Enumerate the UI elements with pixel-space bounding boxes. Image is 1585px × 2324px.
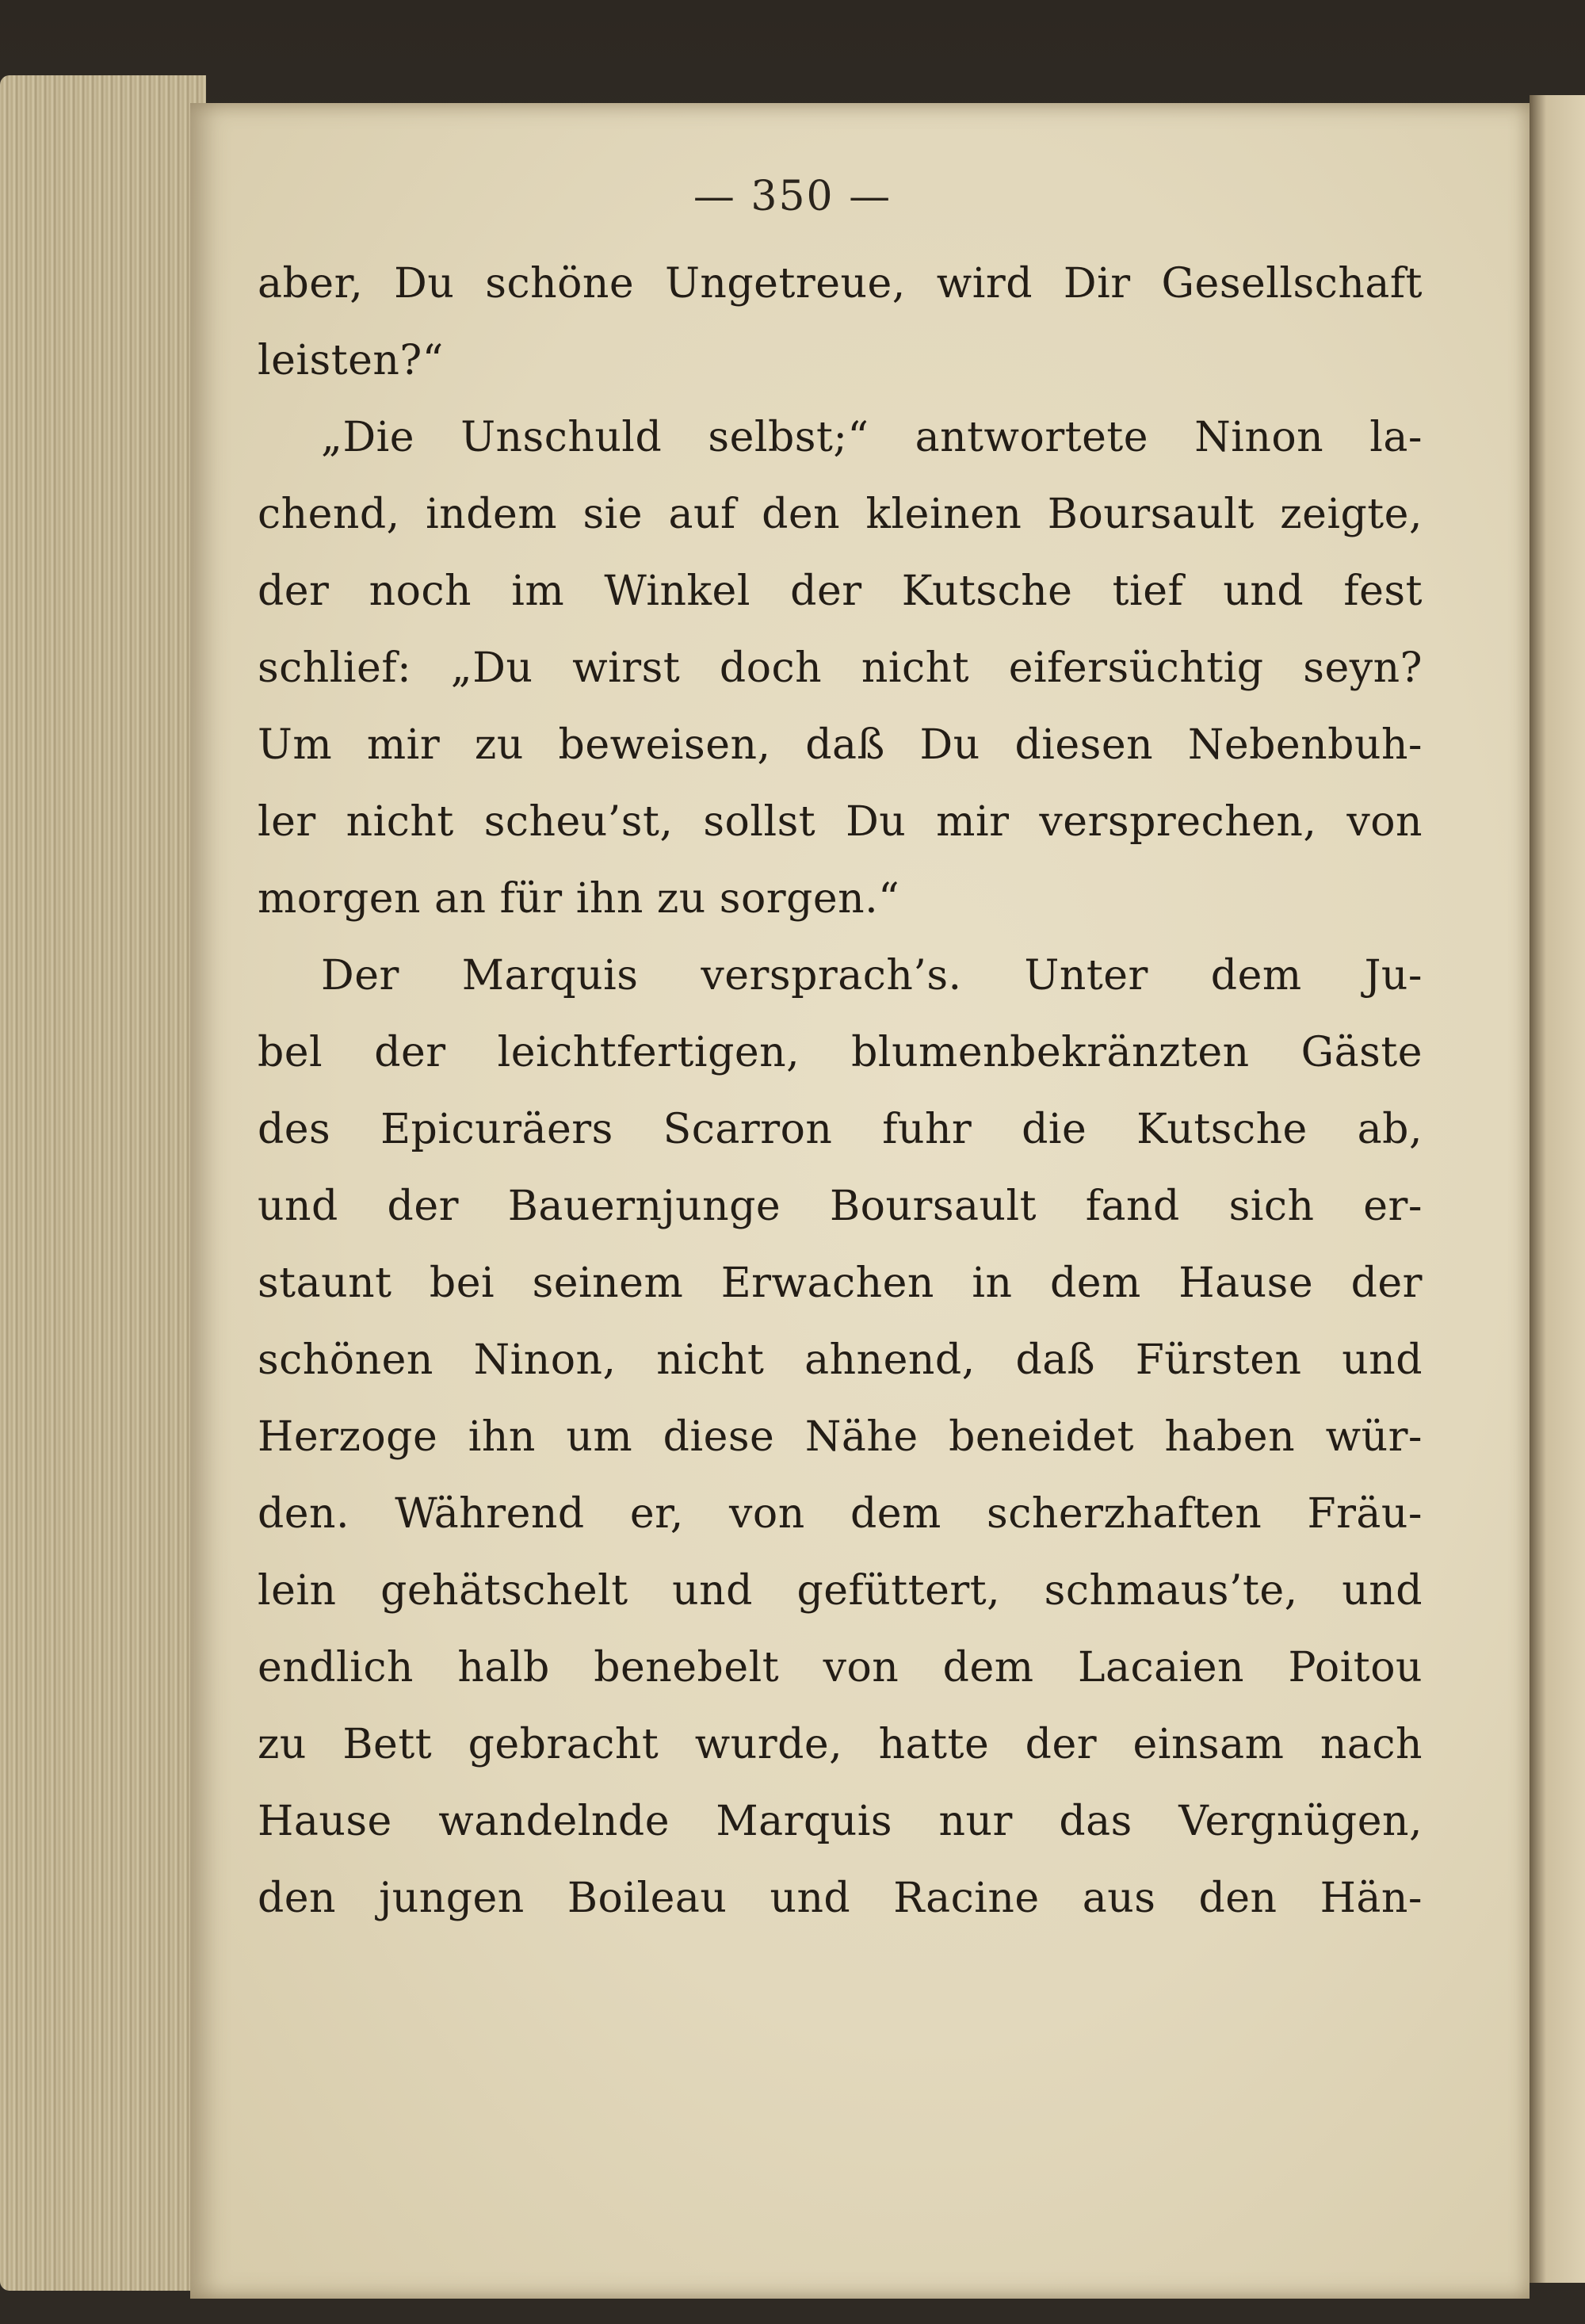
text-line: zu Bett gebracht wurde, hatte der einsam nach [258, 1721, 1423, 1768]
text-line: Herzoge ihn um diese Nähe beneidet haben wür- [258, 1413, 1423, 1461]
text-line: leisten?“ [258, 337, 444, 384]
text-line: Hause wandelnde Marquis nur das Vergnügen, [258, 1798, 1423, 1845]
text-line: und der Bauernjunge Boursault fand sich er- [258, 1183, 1423, 1230]
book-page-edges [0, 75, 206, 2291]
text-line: bel der leichtfertigen, blumenbekränzten Gäste [258, 1029, 1423, 1076]
text-line: den. Während er, von dem scherzhaften Fräu- [258, 1490, 1423, 1538]
text-line: schönen Ninon, nicht ahnend, daß Fürsten und [258, 1336, 1423, 1384]
text-line: lein gehätschelt und gefüttert, schmaus’te, und [258, 1567, 1423, 1615]
text-line: Der Marquis versprach’s. Unter dem Ju- [321, 952, 1423, 1000]
text-line: Um mir zu beweisen, daß Du diesen Nebenbuh- [258, 721, 1423, 769]
text-line: chend, indem sie auf den kleinen Boursault zeigte, [258, 491, 1423, 538]
text-line: des Epicuräers Scarron fuhr die Kutsche ab, [258, 1106, 1423, 1153]
text-line: „Die Unschuld selbst;“ antwortete Ninon la- [321, 414, 1423, 461]
text-line: endlich halb benebelt von dem Lacaien Poitou [258, 1644, 1423, 1691]
text-line: staunt bei seinem Erwachen in dem Hause der [258, 1259, 1423, 1307]
next-page-edge [1530, 95, 1585, 2283]
text-line: aber, Du schöne Ungetreue, wird Dir Gesellschaft [258, 260, 1423, 308]
text-line: morgen an für ihn zu sorgen.“ [258, 875, 900, 923]
text-line: ler nicht scheu’st, sollst Du mir versprechen, von [258, 798, 1423, 846]
page-number: — 350 — [693, 173, 892, 220]
page-text-body [258, 246, 1423, 1937]
text-line: schlief: „Du wirst doch nicht eifersüchtig seyn? [258, 644, 1423, 692]
text-line: den jungen Boileau und Racine aus den Hän- [258, 1875, 1423, 1922]
text-line: der noch im Winkel der Kutsche tief und fest [258, 568, 1423, 615]
